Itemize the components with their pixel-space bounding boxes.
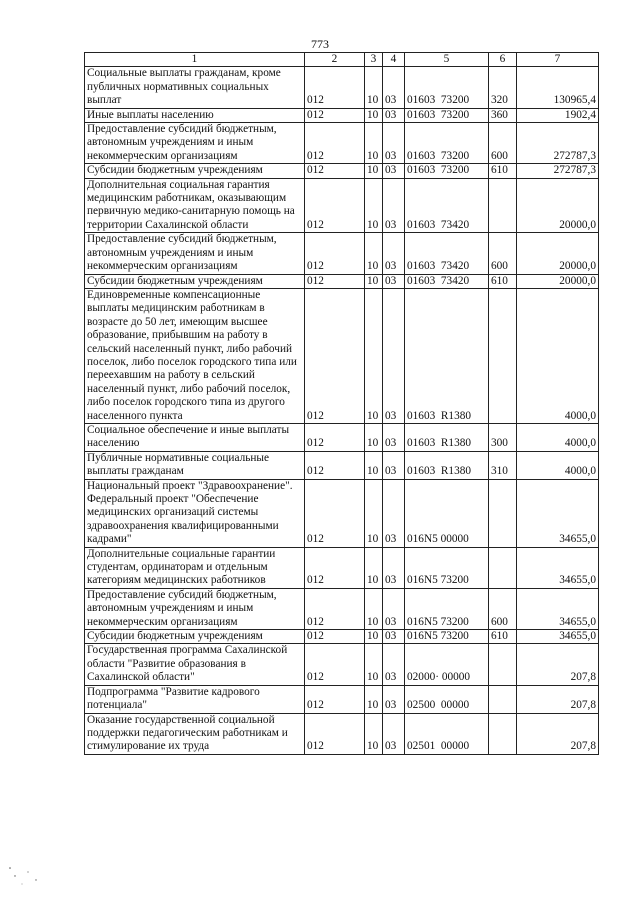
row-cell-c4: 03	[383, 67, 405, 108]
row-cell-c5: 01603 73420	[405, 233, 489, 274]
row-cell-c3: 10	[365, 233, 383, 274]
row-cell-c5: 016N5 73200	[405, 588, 489, 629]
row-cell-c4: 03	[383, 108, 405, 122]
row-cell-c7: 272787,3	[517, 164, 599, 178]
row-cell-c7: 130965,4	[517, 67, 599, 108]
row-cell-c6	[489, 644, 517, 685]
row-cell-c3: 10	[365, 644, 383, 685]
row-cell-c7: 207,8	[517, 644, 599, 685]
row-cell-c4: 03	[383, 288, 405, 423]
row-cell-c6: 600	[489, 588, 517, 629]
table-row	[85, 178, 599, 233]
row-name-cell: Субсидии бюджетным учреждениям	[85, 630, 305, 644]
row-cell-c5: 01603 73200	[405, 123, 489, 164]
row-cell-c4: 03	[383, 479, 405, 547]
row-cell-c5: 02501 00000	[405, 713, 489, 754]
row-cell-c2: 012	[305, 479, 365, 547]
row-cell-c7: 34655,0	[517, 630, 599, 644]
row-cell-c5: 01603 R1380	[405, 288, 489, 423]
table-row	[85, 630, 599, 644]
row-cell-c6	[489, 685, 517, 713]
col-header-2: 2	[305, 53, 365, 67]
row-cell-c5: 016N5 73200	[405, 630, 489, 644]
row-cell-c5: 016N5 73200	[405, 547, 489, 588]
row-cell-c7: 4000,0	[517, 451, 599, 479]
col-header-6: 6	[489, 53, 517, 67]
row-cell-c7: 34655,0	[517, 588, 599, 629]
row-cell-c2: 012	[305, 108, 365, 122]
row-cell-c6	[489, 479, 517, 547]
row-cell-c5: 01603 73420	[405, 274, 489, 288]
row-cell-c2: 012	[305, 685, 365, 713]
row-cell-c7: 272787,3	[517, 123, 599, 164]
row-cell-c2: 012	[305, 588, 365, 629]
row-name-cell: Оказание государственной социальной поддержки педагогическим работникам и стимулирование их труда	[85, 713, 305, 754]
row-name-cell: Иные выплаты населению	[85, 108, 305, 122]
row-cell-c3: 10	[365, 164, 383, 178]
row-cell-c7: 20000,0	[517, 274, 599, 288]
row-name-cell: Национальный проект "Здравоохранение". Федеральный проект "Обеспечение медицинских организаций системы здравоохранения квалифицированными кадрами"	[85, 479, 305, 547]
col-header-7: 7	[517, 53, 599, 67]
row-cell-c3: 10	[365, 630, 383, 644]
row-cell-c2: 012	[305, 178, 365, 233]
table-row	[85, 685, 599, 713]
row-cell-c3: 10	[365, 108, 383, 122]
row-cell-c3: 10	[365, 123, 383, 164]
row-cell-c6: 610	[489, 630, 517, 644]
row-cell-c5: 01603 R1380	[405, 451, 489, 479]
row-cell-c7: 34655,0	[517, 479, 599, 547]
row-name-cell: Государственная программа Сахалинской области "Развитие образования в Сахалинской области"	[85, 644, 305, 685]
page-number: 773	[311, 37, 329, 51]
table-row	[85, 451, 599, 479]
row-name-cell: Предоставление субсидий бюджетным, автономным учреждениям и иным некоммерческим организациям	[85, 123, 305, 164]
row-cell-c3: 10	[365, 67, 383, 108]
row-cell-c3: 10	[365, 178, 383, 233]
row-cell-c2: 012	[305, 547, 365, 588]
row-name-cell: Предоставление субсидий бюджетным, автономным учреждениям и иным некоммерческим организациям	[85, 588, 305, 629]
row-cell-c5: 016N5 00000	[405, 479, 489, 547]
scan-specks	[6, 858, 46, 888]
row-cell-c3: 10	[365, 588, 383, 629]
table-row	[85, 108, 599, 122]
row-cell-c5: 01603 73200	[405, 67, 489, 108]
row-cell-c5: 01603 73200	[405, 164, 489, 178]
row-cell-c4: 03	[383, 451, 405, 479]
col-header-1: 1	[85, 53, 305, 67]
row-cell-c6: 320	[489, 67, 517, 108]
row-cell-c6	[489, 547, 517, 588]
row-cell-c2: 012	[305, 451, 365, 479]
header-row	[85, 53, 599, 67]
table-row	[85, 288, 599, 423]
row-cell-c3: 10	[365, 685, 383, 713]
row-cell-c2: 012	[305, 630, 365, 644]
row-cell-c7: 1902,4	[517, 108, 599, 122]
row-cell-c4: 03	[383, 547, 405, 588]
row-cell-c2: 012	[305, 274, 365, 288]
row-cell-c2: 012	[305, 288, 365, 423]
row-cell-c7: 20000,0	[517, 178, 599, 233]
row-cell-c5: 01603 73420	[405, 178, 489, 233]
table-row	[85, 423, 599, 451]
table-row	[85, 67, 599, 108]
row-cell-c6	[489, 288, 517, 423]
table-row	[85, 164, 599, 178]
row-name-cell: Подпрограмма "Развитие кадрового потенциала"	[85, 685, 305, 713]
row-cell-c6: 610	[489, 274, 517, 288]
row-cell-c2: 012	[305, 233, 365, 274]
row-cell-c6: 360	[489, 108, 517, 122]
table-row	[85, 547, 599, 588]
row-cell-c3: 10	[365, 547, 383, 588]
table-row	[85, 233, 599, 274]
table-row	[85, 479, 599, 547]
col-header-5: 5	[405, 53, 489, 67]
row-cell-c4: 03	[383, 644, 405, 685]
row-cell-c6: 600	[489, 233, 517, 274]
row-cell-c6: 300	[489, 423, 517, 451]
row-cell-c7: 207,8	[517, 713, 599, 754]
row-cell-c3: 10	[365, 479, 383, 547]
row-name-cell: Дополнительная социальная гарантия медицинским работникам, оказывающим первичную медико-санитарную помощь на территории Сахалинской области	[85, 178, 305, 233]
row-name-cell: Публичные нормативные социальные выплаты гражданам	[85, 451, 305, 479]
row-cell-c6: 600	[489, 123, 517, 164]
row-name-cell: Предоставление субсидий бюджетным, автономным учреждениям и иным некоммерческим организациям	[85, 233, 305, 274]
row-cell-c4: 03	[383, 274, 405, 288]
row-name-cell: Единовременные компенсационные выплаты медицинским работникам в возрасте до 50 лет, имеющим высшее образование, прибывшим на работу в сельский населенный пункт, либо рабочий поселок, либо поселок городского типа или переехавшим на работу в сельский населенный пункт, либо рабочий поселок, либо поселок городского типа из другого населенного пункта	[85, 288, 305, 423]
row-cell-c7: 20000,0	[517, 233, 599, 274]
row-cell-c2: 012	[305, 164, 365, 178]
row-name-cell: Социальное обеспечение и иные выплаты населению	[85, 423, 305, 451]
col-header-3: 3	[365, 53, 383, 67]
row-name-cell: Субсидии бюджетным учреждениям	[85, 274, 305, 288]
row-cell-c6: 310	[489, 451, 517, 479]
row-cell-c4: 03	[383, 123, 405, 164]
table-row	[85, 644, 599, 685]
row-name-cell: Социальные выплаты гражданам, кроме публичных нормативных социальных выплат	[85, 67, 305, 108]
table-row	[85, 123, 599, 164]
row-cell-c4: 03	[383, 630, 405, 644]
row-cell-c2: 012	[305, 423, 365, 451]
row-cell-c2: 012	[305, 123, 365, 164]
row-cell-c3: 10	[365, 274, 383, 288]
row-cell-c3: 10	[365, 713, 383, 754]
row-cell-c5: 02000· 00000	[405, 644, 489, 685]
row-cell-c3: 10	[365, 451, 383, 479]
row-cell-c5: 01603 R1380	[405, 423, 489, 451]
row-cell-c7: 34655,0	[517, 547, 599, 588]
row-cell-c6: 610	[489, 164, 517, 178]
table-row	[85, 713, 599, 754]
row-cell-c6	[489, 178, 517, 233]
table-row	[85, 274, 599, 288]
row-cell-c2: 012	[305, 713, 365, 754]
row-name-cell: Субсидии бюджетным учреждениям	[85, 164, 305, 178]
row-cell-c3: 10	[365, 288, 383, 423]
col-header-4: 4	[383, 53, 405, 67]
row-cell-c7: 207,8	[517, 685, 599, 713]
row-cell-c4: 03	[383, 178, 405, 233]
table-row	[85, 588, 599, 629]
row-name-cell: Дополнительные социальные гарантии студентам, ординаторам и отдельным категориям медицинских работников	[85, 547, 305, 588]
row-cell-c4: 03	[383, 685, 405, 713]
budget-table	[84, 52, 599, 755]
row-cell-c2: 012	[305, 644, 365, 685]
row-cell-c4: 03	[383, 713, 405, 754]
row-cell-c5: 02500 00000	[405, 685, 489, 713]
row-cell-c2: 012	[305, 67, 365, 108]
row-cell-c7: 4000,0	[517, 423, 599, 451]
row-cell-c5: 01603 73200	[405, 108, 489, 122]
row-cell-c7: 4000,0	[517, 288, 599, 423]
row-cell-c4: 03	[383, 233, 405, 274]
row-cell-c4: 03	[383, 588, 405, 629]
row-cell-c6	[489, 713, 517, 754]
row-cell-c4: 03	[383, 164, 405, 178]
row-cell-c4: 03	[383, 423, 405, 451]
row-cell-c3: 10	[365, 423, 383, 451]
